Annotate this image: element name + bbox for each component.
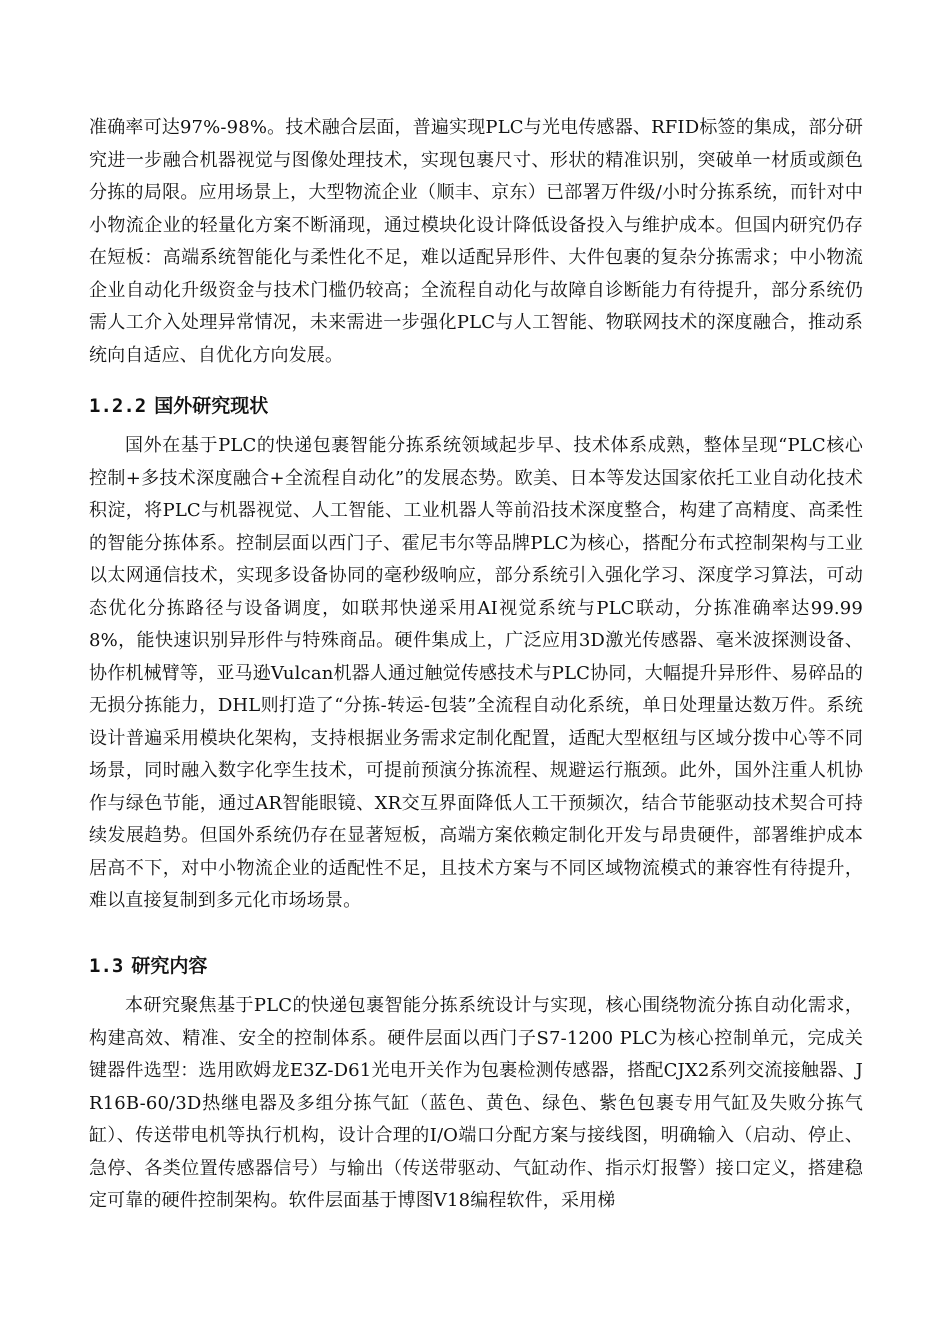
paragraph-research-content: 本研究聚焦基于PLC的快递包裹智能分拣系统设计与实现，核心围绕物流分拣自动化需求，构建高效、精准、安全的控制体系。硬件层面以西门子S7-1200 PLC为核心控制单元，完成关键器件选型：选用欧姆龙E3Z-D61光电开关作为包裹检测传感器，搭配CJX2系列交流接触器、JR16B-60/3D热继电器及多组分拣气缸（蓝色、黄色、绿色、紫色包裹专用气缸及失败分拣气缸）、传送带电机等执行机构，设计合理的I/O端口分配方案与接线图，明确输入（启动、停止、急停、各类位置传感器信号）与输出（传送带驱动、气缸动作、指示灯报警）接口定义，搭建稳定可靠的硬件控制架构。软件层面基于博图V18编程软件，采用梯 bbox=[89, 995, 863, 1211]
section-number: 1.2.2 bbox=[89, 395, 147, 417]
paragraph-domestic-research-continued: 准确率可达97%-98%。技术融合层面，普遍实现PLC与光电传感器、RFID标签的集成，部分研究进一步融合机器视觉与图像处理技术，实现包裹尺寸、形状的精准识别，突破单一材质或颜色分拣的局限。应用场景上，大型物流企业（顺丰、京东）已部署万件级/小时分拣系统，而针对中小物流企业的轻量化方案不断涌现，通过模块化设计降低设备投入与维护成本。但国内研究仍存在短板：高端系统智能化与柔性化不足，难以适配异形件、大件包裹的复杂分拣需求；中小物流企业自动化升级资金与技术门槛仍较高；全流程自动化与故障自诊断能力有待提升，部分系统仍需人工介入处理异常情况，未来需进一步强化PLC与人工智能、物联网技术的深度融合，推动系统向自适应、自优化方向发展。 bbox=[89, 117, 863, 366]
paragraph-foreign-research: 国外在基于PLC的快递包裹智能分拣系统领域起步早、技术体系成熟，整体呈现“PLC核心控制+多技术深度融合+全流程自动化”的发展态势。欧美、日本等发达国家依托工业自动化技术积淀，将PLC与机器视觉、人工智能、工业机器人等前沿技术深度整合，构建了高精度、高柔性的智能分拣体系。控制层面以西门子、霍尼韦尔等品牌PLC为核心，搭配分布式控制架构与工业以太网通信技术，实现多设备协同的毫秒级响应，部分系统引入强化学习、深度学习算法，可动态优化分拣路径与设备调度，如联邦快递采用AI视觉系统与PLC联动，分拣准确率达99.998%，能快速识别异形件与特殊商品。硬件集成上，广泛应用3D激光传感器、毫米波探测设备、协作机械臂等，亚马逊Vulcan机器人通过触觉传感技术与PLC协同，大幅提升异形件、易碎品的无损分拣能力，DHL则打造了“分拣-转运-包装”全流程自动化系统，单日处理量达数万件。系统设计普遍采用模块化架构，支持根据业务需求定制化配置，适配大型枢纽与区域分拨中心等不同场景，同时融入数字化孪生技术，可提前预演分拣流程、规避运行瓶颈。此外，国外注重人机协作与绿色节能，通过AR智能眼镜、XR交互界面降低人工干预频次，结合节能驱动技术契合可持续发展趋势。但国外系统仍存在显著短板，高端方案依赖定制化开发与昂贵硬件，部署维护成本居高不下，对中小物流企业的适配性不足，且技术方案与不同区域物流模式的兼容性有待提升，难以直接复制到多元化市场场景。 bbox=[89, 435, 863, 911]
section-heading-1-3 bbox=[89, 953, 207, 979]
section-heading-1-2-2 bbox=[89, 393, 268, 419]
section-number: 1.3 bbox=[89, 955, 124, 977]
section-title: 研究内容 bbox=[131, 955, 208, 977]
section-title: 国外研究现状 bbox=[154, 395, 269, 417]
